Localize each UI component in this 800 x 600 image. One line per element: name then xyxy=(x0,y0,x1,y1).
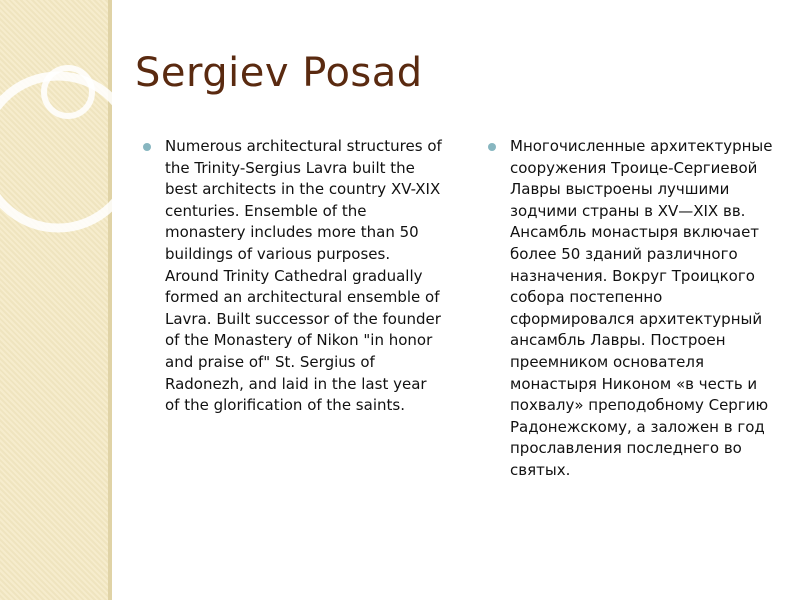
large-ring xyxy=(0,76,134,228)
bullet-russian-text: Многочисленные архитектурные сооружения Троице-Сергиевой Лавры выстроены лучшими зодчими страны в XV—XIX вв. Ансамбль монастыря включает более 50 зданий различного назначения. Вокруг Троицкого собора постепенно сформировался архитектурный ансамбль Лавры. Построен преемником основателя монастыря Никоном «в честь и похвалу» преподобному Сергию Радонежскому, а заложен в год прославления последнего во святых. xyxy=(510,137,773,479)
slide-title: Sergiev Posad xyxy=(135,50,423,96)
bullet-english-text: Numerous architectural structures of the Trinity-Sergius Lavra built the best architects in the country XV-XIX centuries. Ensemble of the monastery includes more than 50 buildings of various purposes. Around Trinity Cathedral gradually formed an architectural ensemble of Lavra. Built successor of the founder of the Monastery of Nikon "in honor and praise of" St. Sergius of Radonezh, and laid in the last year of the glorification of the saints. xyxy=(165,137,442,415)
bullet-russian xyxy=(488,136,788,482)
bullet-english xyxy=(143,136,443,417)
bullet-dot-icon xyxy=(488,143,496,151)
bullet-dot-icon xyxy=(143,143,151,151)
